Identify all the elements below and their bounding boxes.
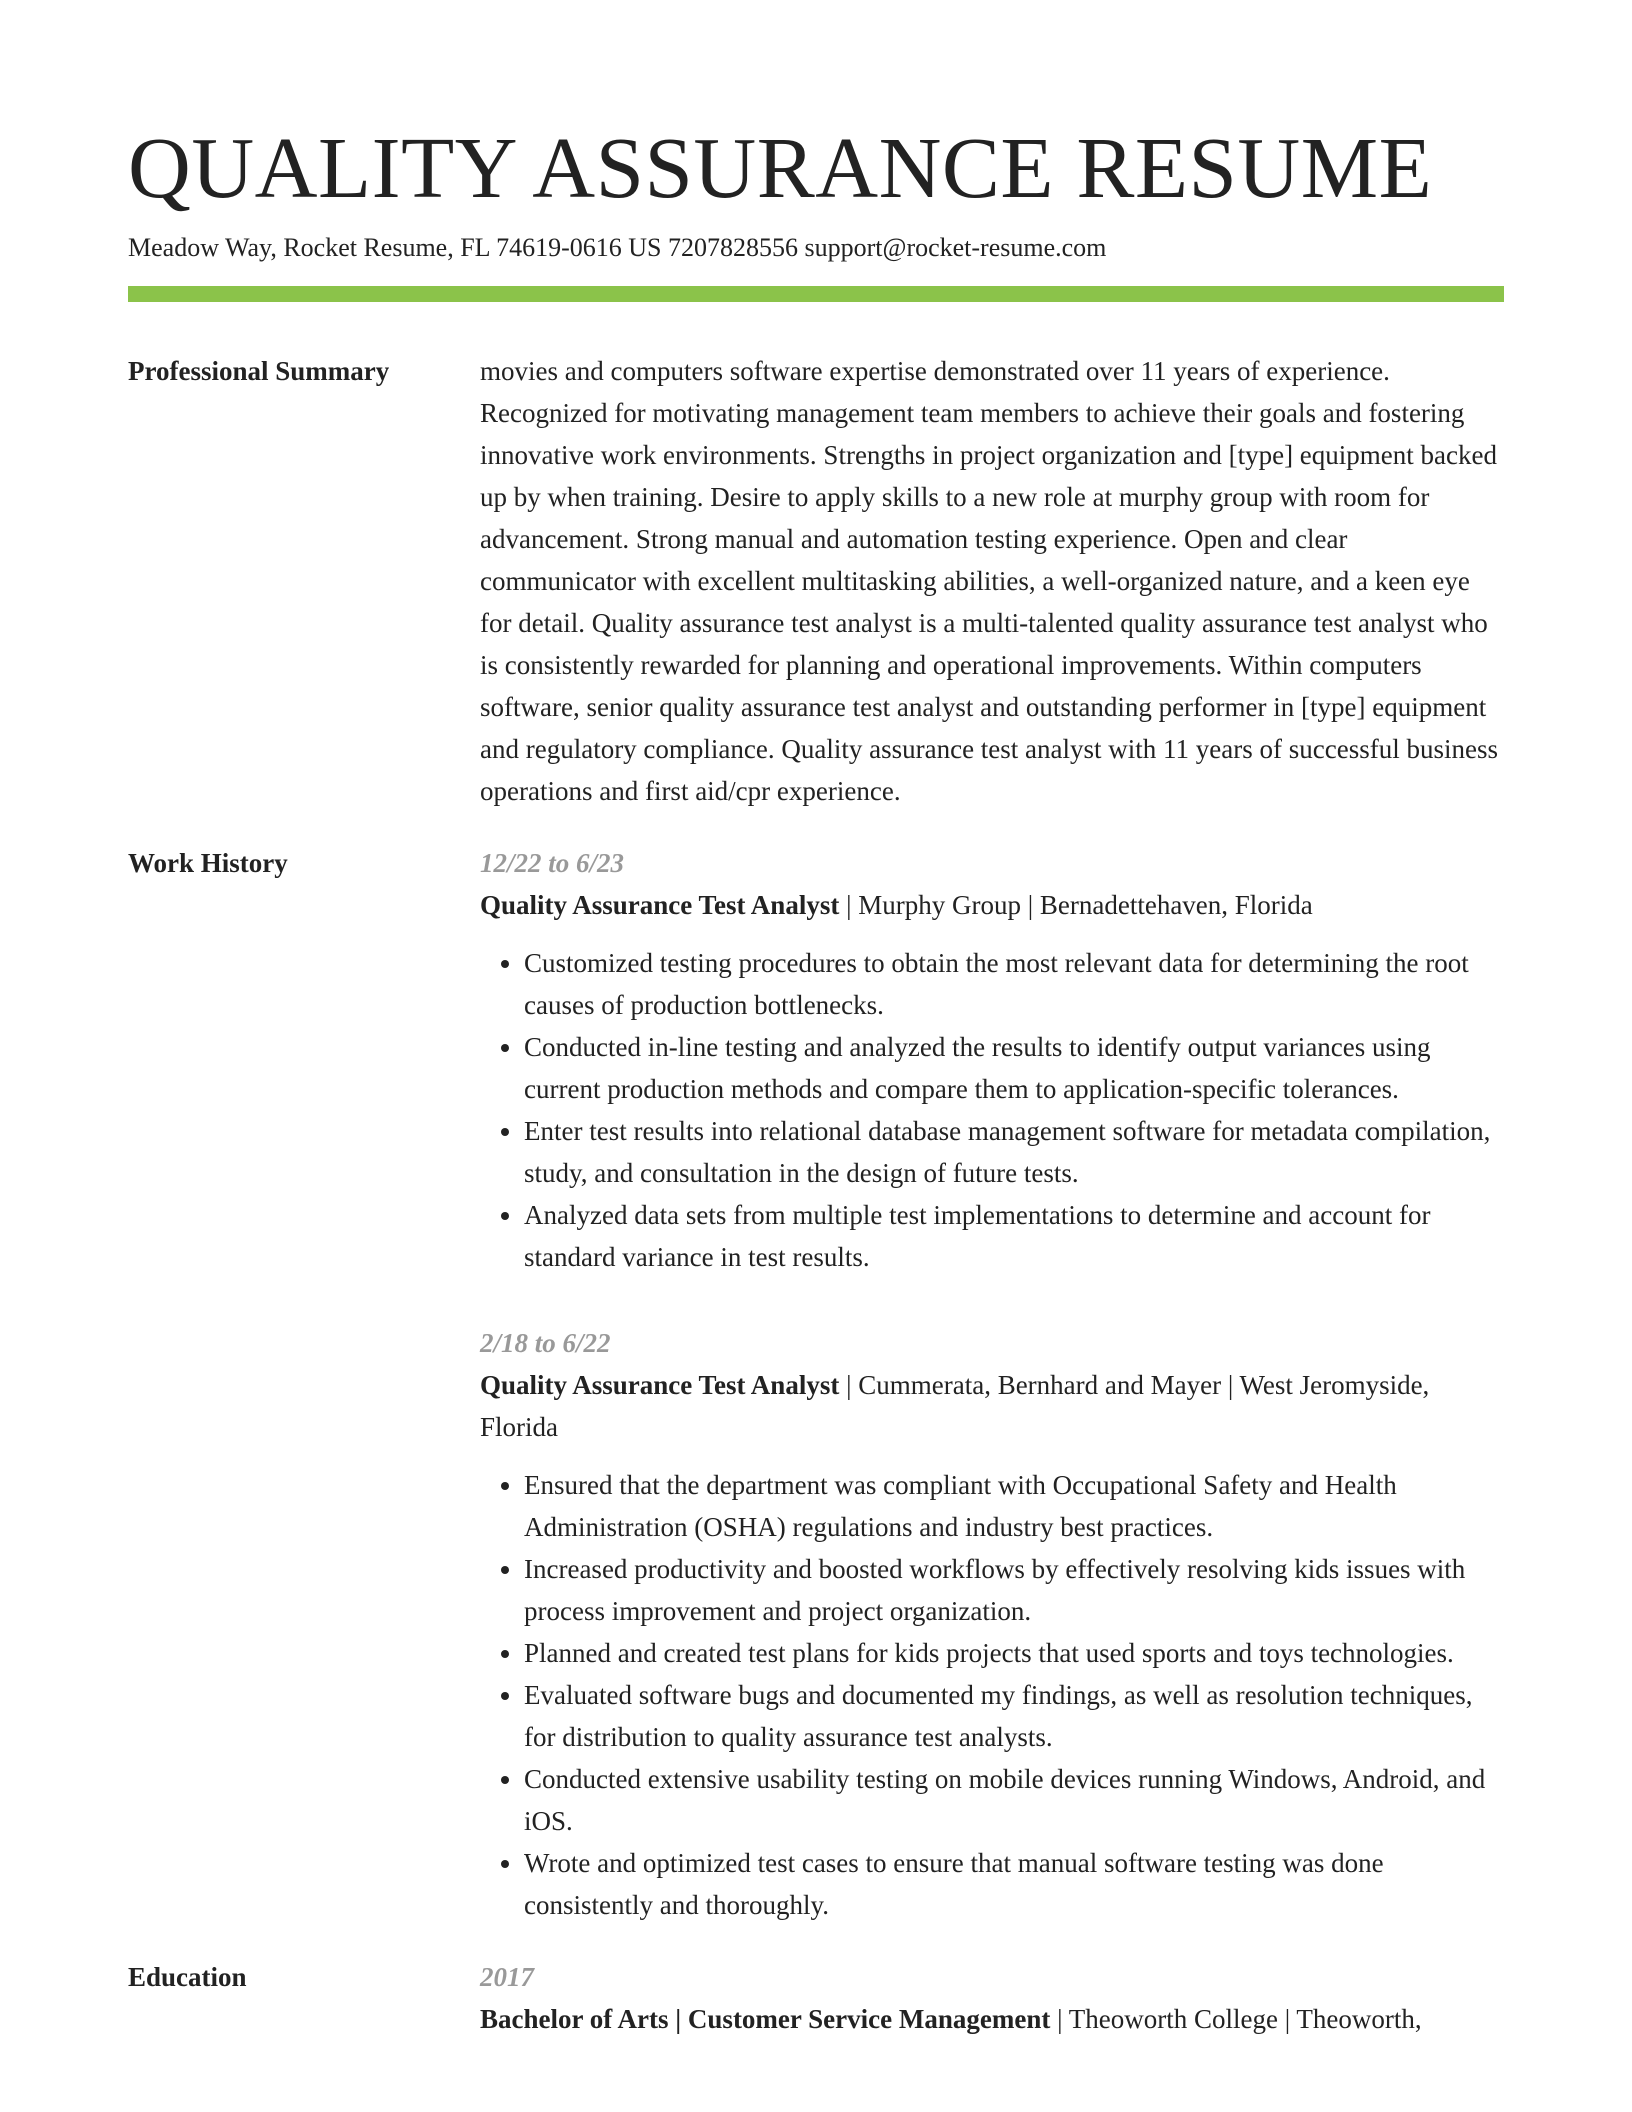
work-history-heading: Work History bbox=[128, 848, 288, 878]
list-item: • Customized testing procedures to obtain the most relevant data for determining the root causes of production bottlenecks. bbox=[524, 942, 1504, 1026]
job-bullets bbox=[480, 942, 1504, 1278]
resume-sections bbox=[128, 350, 1504, 2040]
list-item: • Increased productivity and boosted workflows by effectively resolving kids issues with process improvement and project organization. bbox=[524, 1548, 1504, 1632]
job-title: Quality Assurance Test Analyst bbox=[480, 890, 840, 920]
education-section bbox=[128, 1956, 1504, 2040]
job-entry bbox=[480, 1322, 1504, 1926]
summary-section bbox=[128, 350, 1504, 812]
list-item: • Enter test results into relational database management software for metadata compilation, study, and consultation in the design of future tests. bbox=[524, 1110, 1504, 1194]
degree-title: Bachelor of Arts | Customer Service Management bbox=[480, 2004, 1051, 2034]
job-title: Quality Assurance Test Analyst bbox=[480, 1370, 840, 1400]
accent-divider bbox=[128, 286, 1504, 302]
job-bullets bbox=[480, 1464, 1504, 1926]
work-history-section bbox=[128, 842, 1504, 1956]
job-details: | Murphy Group | Bernadettehaven, Florida bbox=[839, 890, 1313, 920]
education-body bbox=[480, 1956, 1504, 2040]
summary-heading: Professional Summary bbox=[128, 356, 390, 386]
job-header bbox=[480, 884, 1504, 926]
education-header bbox=[480, 1998, 1504, 2040]
education-heading: Education bbox=[128, 1962, 247, 1992]
list-item: • Conducted extensive usability testing on mobile devices running Windows, Android, and iOS. bbox=[524, 1758, 1504, 1842]
summary-text: movies and computers software expertise demonstrated over 11 years of experience. Recognized for motivating management team members to achieve their goals and fostering innovative work environments. Strengths in project organization and [type] equipment backed up by when training. Desire to apply skills to a new role at murphy group with room for advancement. Strong manual and automation testing experience. Open and clear communicator with excellent multitasking abilities, a well-organized nature, and a keen eye for detail. Quality assurance test analyst is a multi-talented quality assurance test analyst who is consistently rewarded for planning and operational improvements. Within computers software, senior quality assurance test analyst and outstanding performer in [type] equipment and regulatory compliance. Quality assurance test analyst with 11 years of successful business operations and first aid/cpr experience. bbox=[480, 356, 1498, 806]
job-details: | Cummerata, Bernhard and Mayer | West Jeromyside, Florida bbox=[480, 1370, 1430, 1442]
education-year: 2017 bbox=[480, 1962, 534, 1992]
resume-title: QUALITY ASSURANCE RESUME bbox=[128, 119, 1433, 216]
list-item: • Conducted in-line testing and analyzed the results to identify output variances using current production methods and compare them to application-specific tolerances. bbox=[524, 1026, 1504, 1110]
contact-line: Meadow Way, Rocket Resume, FL 74619-0616 US 7207828556 support@rocket-resume.com bbox=[128, 233, 1107, 262]
education-details: | Theoworth College | Theoworth, bbox=[1050, 2004, 1422, 2034]
list-item: • Planned and created test plans for kids projects that used sports and toys technologies. bbox=[524, 1632, 1504, 1674]
job-header bbox=[480, 1364, 1504, 1448]
summary-body bbox=[480, 350, 1504, 812]
job-dates: 12/22 to 6/23 bbox=[480, 848, 625, 878]
job-entry bbox=[480, 842, 1504, 1278]
list-item: • Ensured that the department was compliant with Occupational Safety and Health Administration (OSHA) regulations and industry best practices. bbox=[524, 1464, 1504, 1548]
list-item: • Analyzed data sets from multiple test implementations to determine and account for standard variance in test results. bbox=[524, 1194, 1504, 1278]
list-item: • Wrote and optimized test cases to ensure that manual software testing was done consistently and thoroughly. bbox=[524, 1842, 1504, 1926]
list-item: • Evaluated software bugs and documented my findings, as well as resolution techniques, for distribution to quality assurance test analysts. bbox=[524, 1674, 1504, 1758]
work-history-body bbox=[480, 842, 1504, 1956]
job-dates: 2/18 to 6/22 bbox=[480, 1328, 611, 1358]
